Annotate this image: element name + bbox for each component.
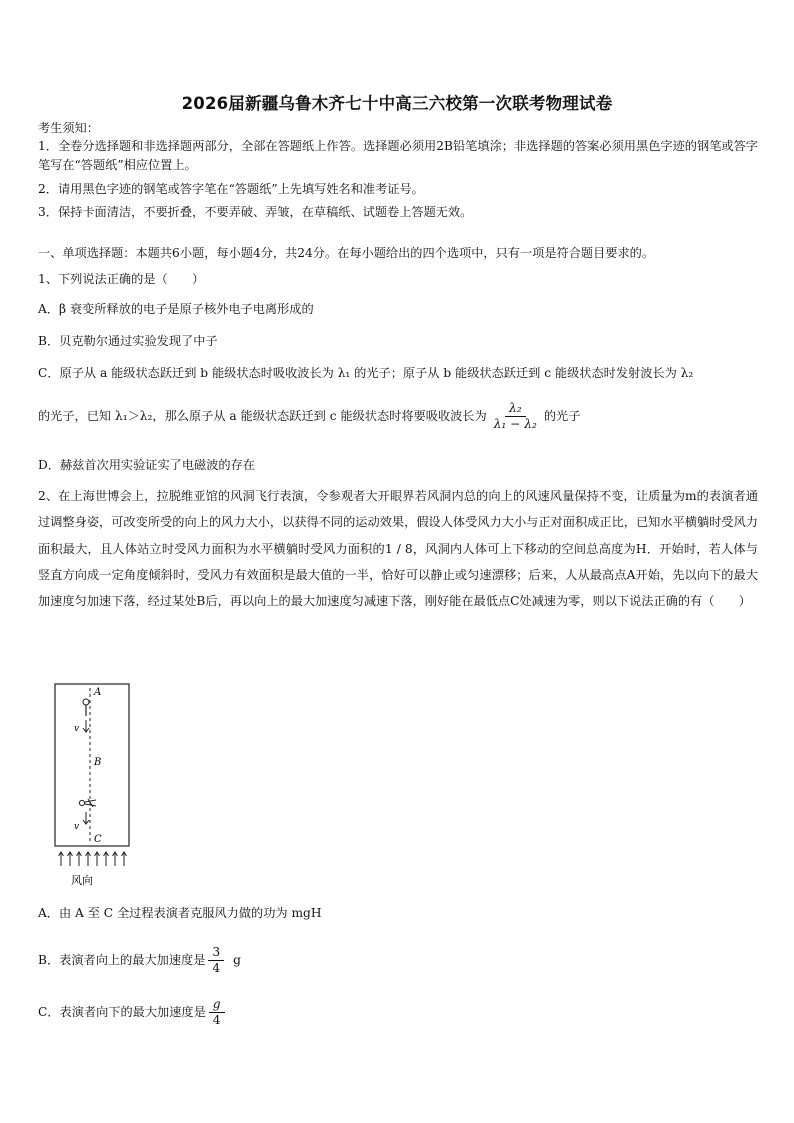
- q1-option-c-line1: C．原子从 a 能级状态跃迁到 b 能级状态时吸收波长为 λ₁ 的光子；原子从 b 能级状态跃迁到 c 能级状态时发射波长为 λ₂: [38, 366, 694, 380]
- q1-option-d: D．赫兹首次用实验证实了电磁波的存在: [38, 458, 255, 472]
- q2-stem: 2、在上海世博会上，拉脱维亚馆的风洞飞行表演，令参观者大开眼界若风洞内总的向上的风速风量保持不变，让质量为m的表演者通过调整身姿，可改变所受的向上的风力大小，以获得不同的运动效果，假设人体受风力大小与正对面积成正比，已知水平横躺时受风力面积最大，且人体站立时受风力面积为水平横躺时受风力面积的1 / 8，风洞内人体可上下移动的空间总高度为H．开始时，若人体与竖直方向成一定角度倾斜时，受风力有效面积是最大值的一半，恰好可以静止或匀速漂移；后来，人从最高点A开始，先以向下的最大加速度匀加速下落，经过某处B后，再以向上的最大加速度匀减速下落，刚好能在最低点C处减速为零，则以下说法正确的有（ ）: [38, 489, 758, 609]
- down-arrow-icon: [83, 720, 89, 732]
- label-b: B: [94, 757, 102, 768]
- q1-option-c-suffix: 的光子: [543, 409, 581, 423]
- fraction-denominator: λ₁ − λ₂: [493, 417, 537, 431]
- fraction-denominator: 4: [212, 961, 221, 975]
- q2-option-b-unit: g: [233, 953, 241, 967]
- fraction-numerator: g: [209, 998, 225, 1013]
- q1-option-b: B．贝克勒尔通过实验发现了中子: [38, 334, 218, 348]
- wind-direction-caption: 风向: [71, 874, 93, 887]
- notice-heading: 考生须知：: [38, 121, 99, 135]
- three-quarters-fraction: [208, 946, 224, 975]
- label-c: C: [94, 834, 102, 845]
- page-title: 2026届新疆乌鲁木齐七十中高三六校第一次联考物理试卷: [181, 94, 613, 113]
- down-arrow-icon: [83, 812, 89, 824]
- q2-option-b-text: B．表演者向上的最大加速度是: [38, 953, 206, 967]
- q2-option-a: A．由 A 至 C 全过程表演者克服风力做的功为 mgH: [38, 906, 322, 920]
- fraction-numerator: 3: [208, 946, 224, 961]
- performer-top-icon: [83, 699, 89, 716]
- label-a: A: [94, 687, 102, 698]
- q1-option-c-text: 的光子，已知 λ₁＞λ₂，那么原子从 a 能级状态跃迁到 c 能级状态时将要吸收波长为: [38, 409, 487, 423]
- q1-option-c-line2: [38, 396, 580, 436]
- wind-arrows-icon: [59, 852, 127, 866]
- performer-bottom-icon: [79, 799, 96, 807]
- section-heading: 一、单项选择题：本题共6小题，每小题4分，共24分。在每小题给出的四个选项中，只有一项是符合题目要求的。: [38, 246, 655, 260]
- wind-tunnel-diagram: [38, 674, 134, 892]
- q2-option-c-text: C．表演者向下的最大加速度是: [38, 1005, 206, 1019]
- fraction-numerator: λ₂: [505, 402, 526, 417]
- notice-item-3: 3．保持卡面清洁，不要折叠，不要弄破、弄皱，在草稿纸、试题卷上答题无效。: [38, 205, 473, 219]
- q1-stem: 1、下列说法正确的是（ ）: [38, 272, 205, 286]
- notice-item-2: 2．请用黑色字迹的钢笔或答字笔在“答题纸”上先填写姓名和准考证号。: [38, 182, 424, 196]
- label-v-top: v: [74, 724, 80, 734]
- g-quarter-fraction: [209, 998, 225, 1027]
- notice-item-1: 1．全卷分选择题和非选择题两部分，全部在答题纸上作答。选择题必须用2B铅笔填涂；非选择题的答案必须用黑色字迹的钢笔或答字笔写在“答题纸”相应位置上。: [38, 139, 758, 172]
- fraction-denominator: 4: [212, 1013, 221, 1027]
- q1-option-a: A．β 衰变所释放的电子是原子核外电子电离形成的: [38, 302, 314, 316]
- q2-option-b: [38, 942, 241, 978]
- wavelength-fraction: [490, 402, 541, 431]
- wind-tunnel-outline: [55, 684, 129, 846]
- label-v-bottom: v: [74, 822, 80, 832]
- q2-option-c: [38, 994, 228, 1030]
